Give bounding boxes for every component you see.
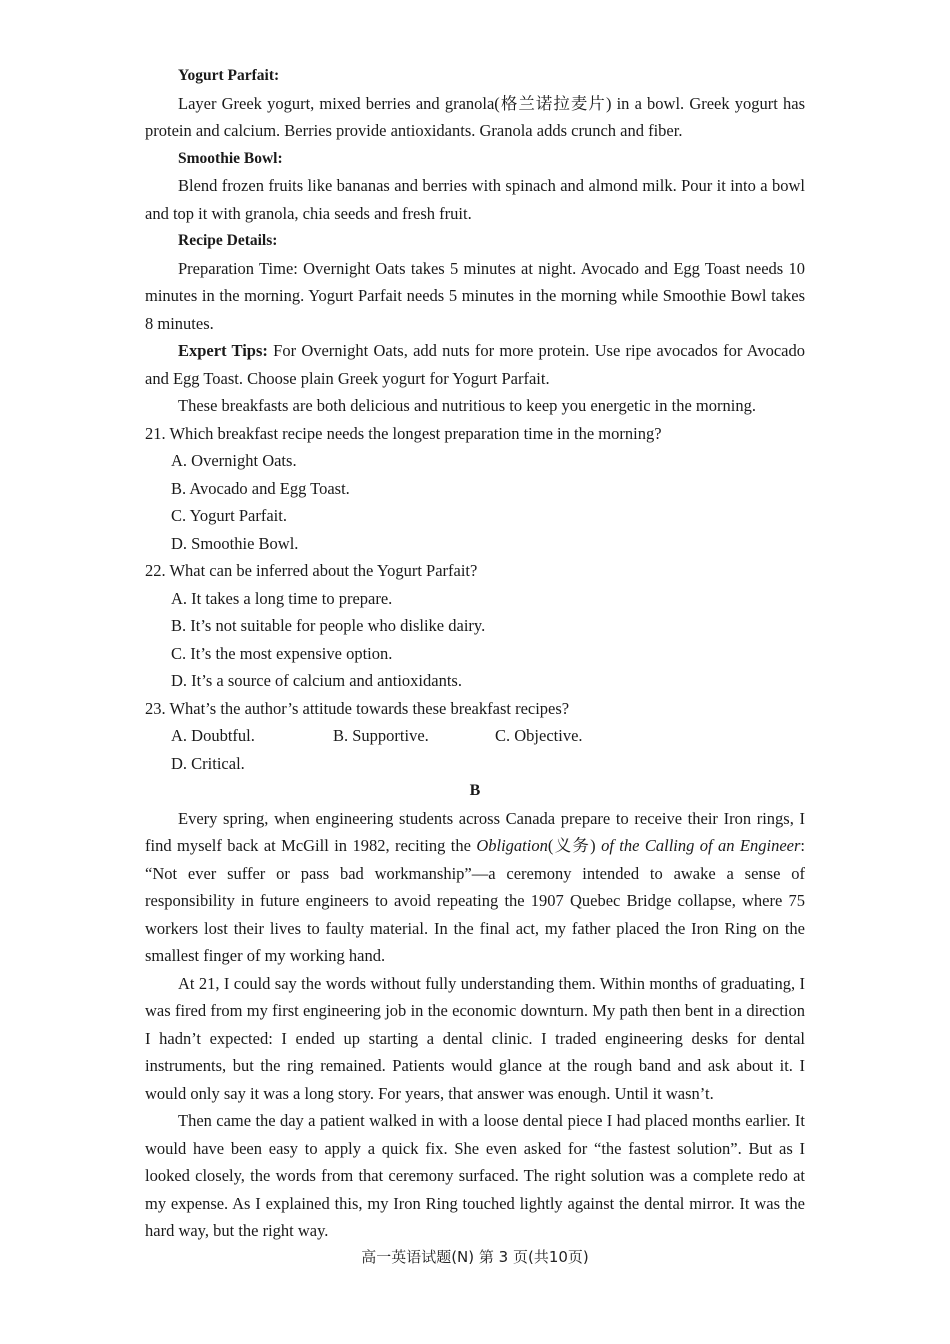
conclusion-text: These breakfasts are both delicious and nutritious to keep you energetic in the morning. xyxy=(178,396,756,415)
question-stem: 23. What’s the author’s attitude towards these breakfast recipes? xyxy=(145,698,570,718)
section-b-heading: B xyxy=(469,782,481,799)
expert-tips-text: For Overnight Oats, add nuts for more protein. Use ripe avocados for Avocado and Egg Toast. Choose plain Greek yogurt for Yogurt Parfait. xyxy=(145,341,805,388)
p1-italic-calling: of the Calling of an Engineer xyxy=(595,836,801,855)
option-a: A. It takes a long time to prepare. xyxy=(171,588,393,608)
option-d: D. Critical. xyxy=(171,753,245,773)
recipe-details-text: Preparation Time: Overnight Oats takes 5 minutes at night. Avocado and Egg Toast needs 10 minutes in the morning. Yogurt Parfait needs 5 minutes in the morning while Smoothie Bowl takes 8 minutes. xyxy=(145,258,805,333)
option-c: C. Objective. xyxy=(495,726,583,745)
yogurt-parfait-heading: Yogurt Parfait: xyxy=(178,67,280,84)
option-c: C. Yogurt Parfait. xyxy=(171,506,287,525)
p1-part-b: : “Not ever suffer or pass bad workmanship”—a ceremony intended to awake a sense of responsibility in future engineers to avoid repeating the 1907 Quebec Bridge collapse, where 75 workers lost their lives to faulty material. In the final act, my father placed the Iron Ring on the smallest finger of my working hand. xyxy=(145,836,805,965)
option-c: C. It’s the most expensive option. xyxy=(171,643,393,663)
question-stem: 22. What can be inferred about the Yogurt Parfait? xyxy=(145,561,478,580)
passage-b-paragraph-2: At 21, I could say the words without fully understanding them. Within months of graduating, I was fired from my first engineering job in the economic downturn. My path then bent in a direction I hadn’t expected: I ended up starting a dental clinic. I traded engineering desks for dental instruments, but the ring remained. Patients would glance at the rough band and ask about it. I would only say it was a long story. For years, that answer was enough. Until it wasn’t. xyxy=(145,973,805,1103)
option-b: B. It’s not suitable for people who dislike dairy. xyxy=(171,616,486,635)
question-22 xyxy=(145,557,805,695)
question-23 xyxy=(145,695,805,778)
option-d: D. Smoothie Bowl. xyxy=(171,533,299,553)
p1-chinese-gloss: (义务) xyxy=(547,836,596,855)
page-content xyxy=(145,62,805,1245)
passage-b-paragraph-3: Then came the day a patient walked in with a loose dental piece I had placed months earlier. It would have been easy to apply a quick fix. She even asked for “the fastest solution”. But as I looked closely, the words from that ceremony surfaced. The right solution was a complete redo at my expense. As I explained this, my Iron Ring touched lightly against the dental mirror. It was the hard way, but the right way. xyxy=(145,1111,805,1240)
option-a: A. Doubtful. xyxy=(171,726,255,745)
recipe-details-heading: Recipe Details: xyxy=(178,232,278,249)
yogurt-parfait-text: Layer Greek yogurt, mixed berries and granola(格兰诺拉麦片) in a bowl. Greek yogurt has protein and calcium. Berries provide antioxidants. Granola adds crunch and fiber. xyxy=(145,93,805,140)
option-b: B. Avocado and Egg Toast. xyxy=(171,478,350,498)
p1-italic-obligation: Obligation xyxy=(476,836,548,855)
option-d: D. It’s a source of calcium and antioxidants. xyxy=(171,671,462,690)
question-21 xyxy=(145,420,805,558)
option-a: A. Overnight Oats. xyxy=(171,451,297,470)
page-footer: 高一英语试题(N) 第 3 页(共10页) xyxy=(361,1248,589,1266)
option-b: B. Supportive. xyxy=(333,726,429,745)
passage-b-paragraph-1 xyxy=(145,805,805,970)
question-stem: 21. Which breakfast recipe needs the longest preparation time in the morning? xyxy=(145,423,662,443)
smoothie-bowl-text: Blend frozen fruits like bananas and berries with spinach and almond milk. Pour it into a bowl and top it with granola, chia seeds and fresh fruit. xyxy=(145,176,805,223)
expert-tips-paragraph xyxy=(145,337,805,392)
smoothie-bowl-heading: Smoothie Bowl: xyxy=(178,149,283,167)
expert-tips-label: Expert Tips: xyxy=(178,341,268,360)
p1-part-a: Every spring, when engineering students across Canada prepare to receive their Iron rings, I find myself back at McGill in 1982, reciting the xyxy=(145,808,805,855)
